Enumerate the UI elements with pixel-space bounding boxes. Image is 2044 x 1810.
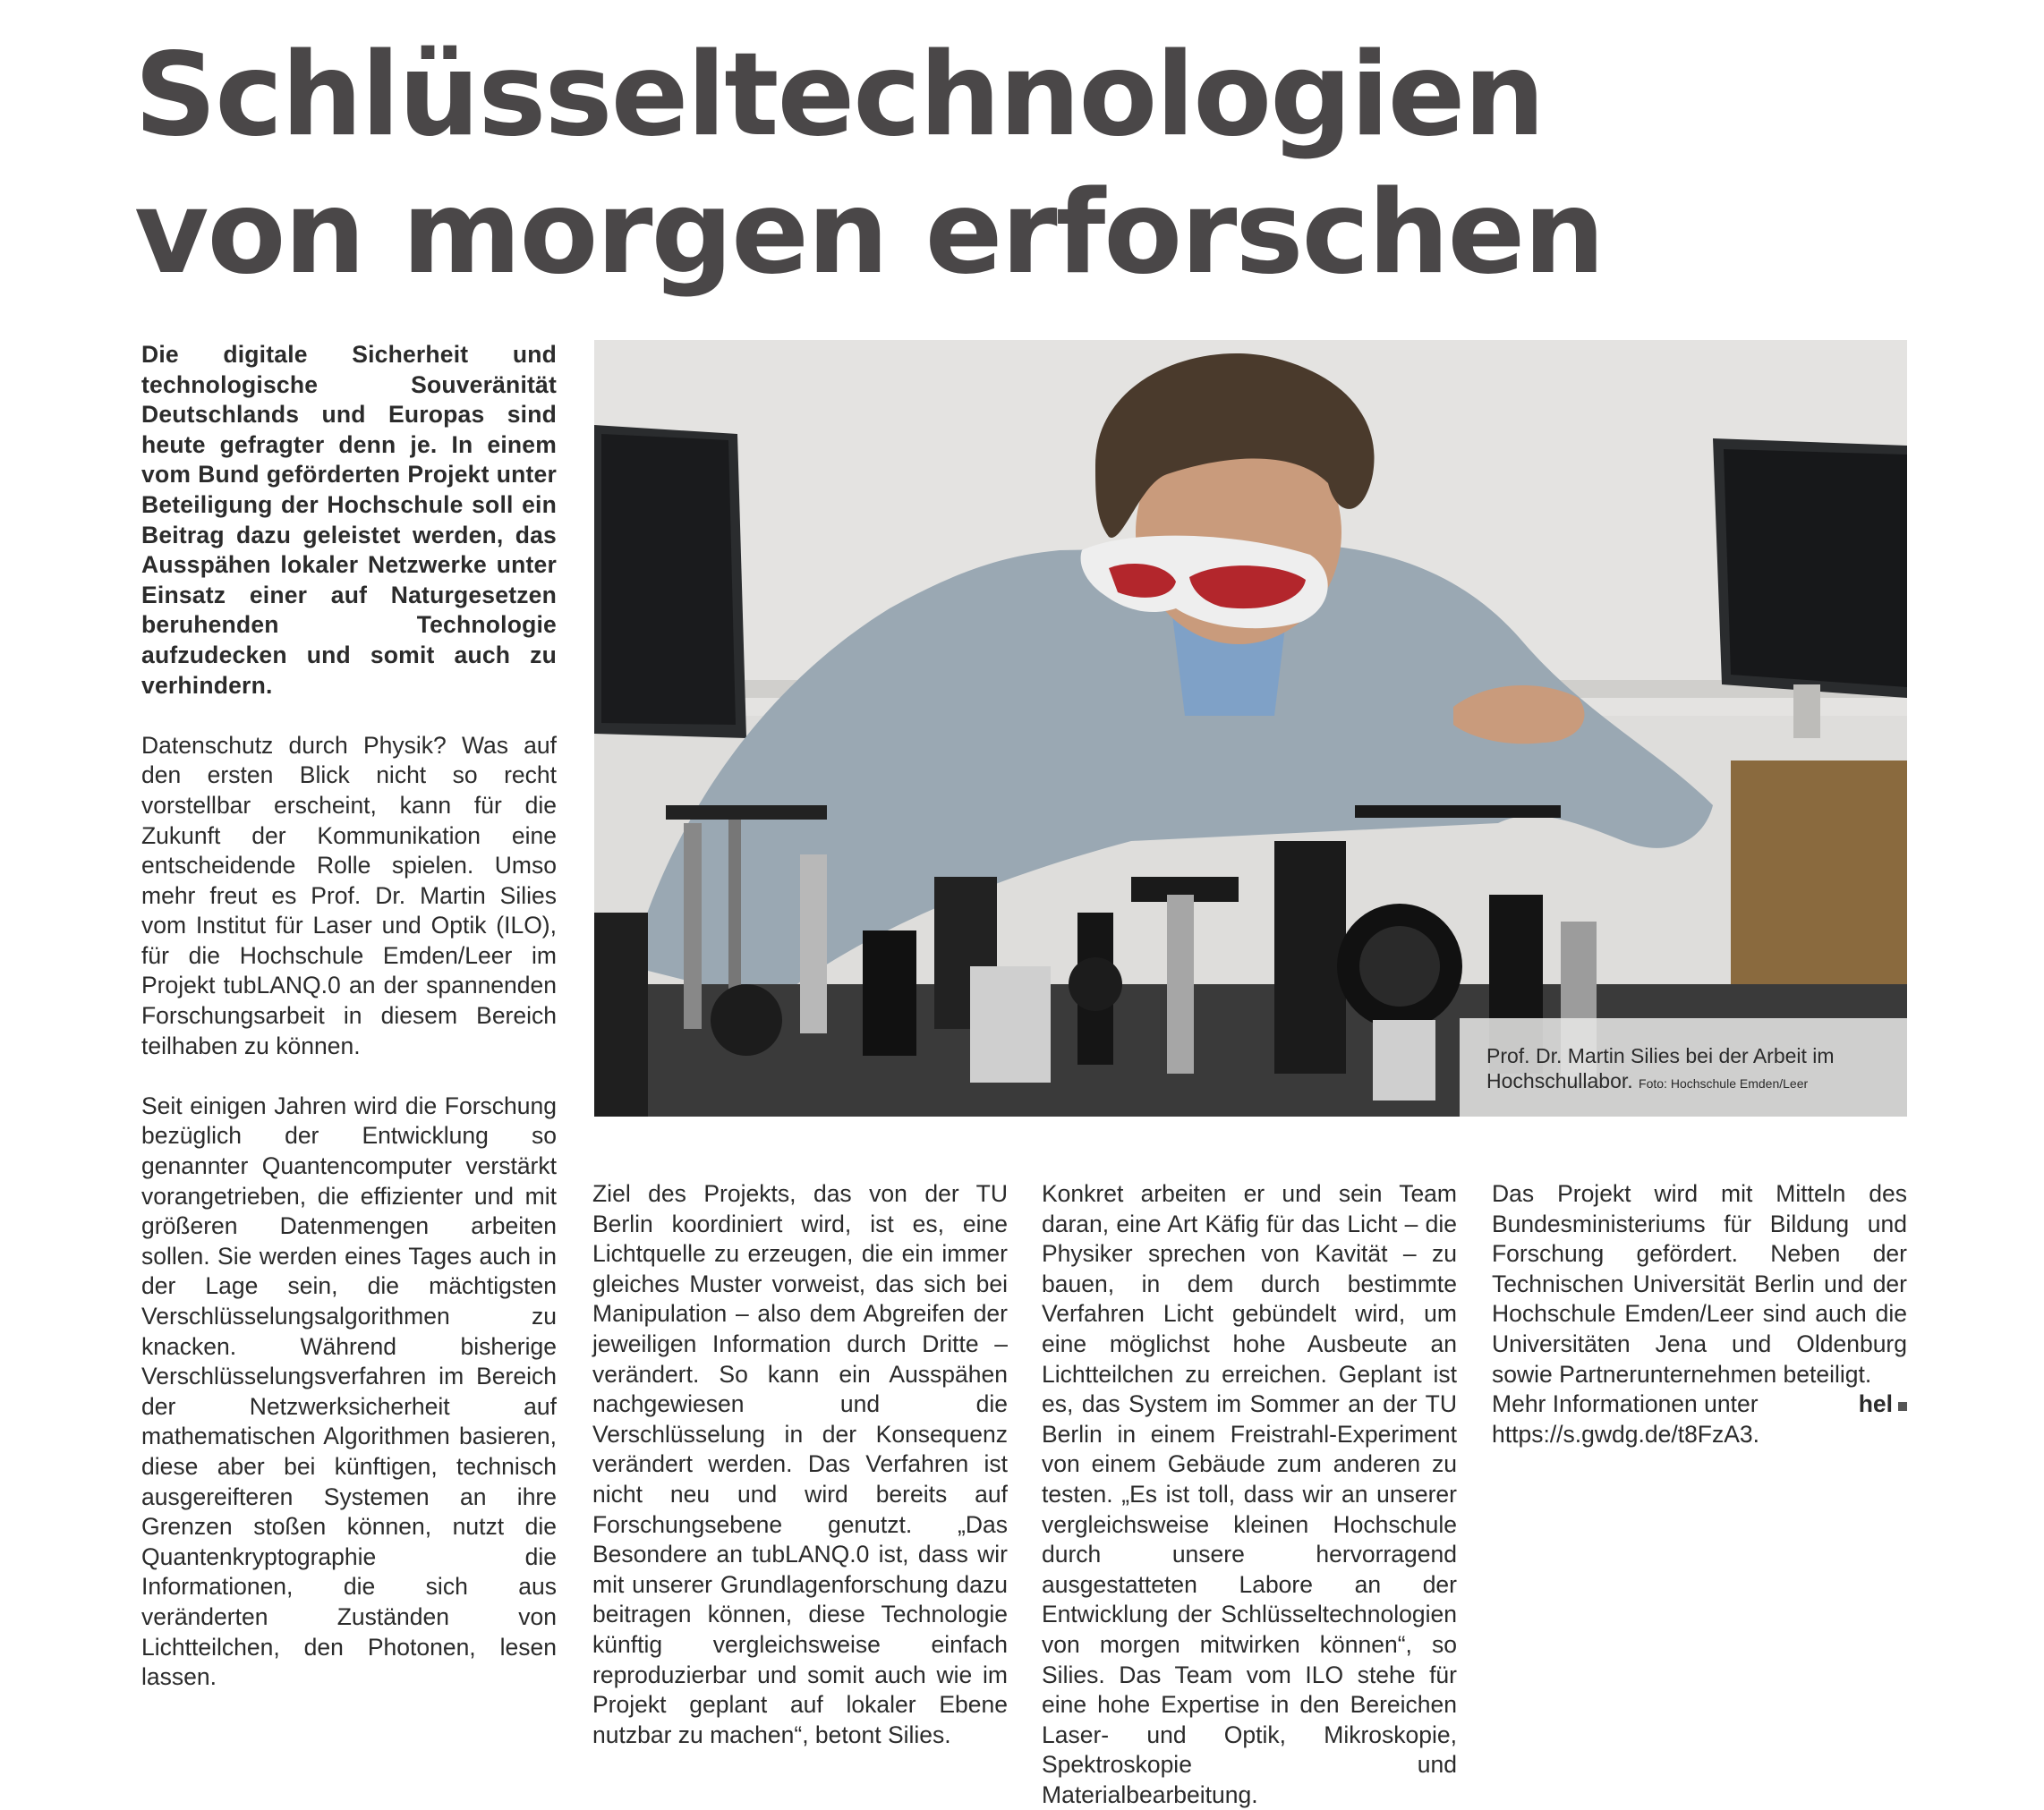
caption-text: Prof. Dr. Martin Silies bei der Arbeit im Hochschullabor. xyxy=(1486,1044,1835,1092)
lab-scene-illustration xyxy=(594,340,1907,1117)
paragraph-5-text: Das Projekt wird mit Mitteln des Bundesministeriums für Bildung und Forschung gefördert. Neben der Technischen Universität Berlin und der Hochschule Emden/Leer sind auch die Universitäten Jena und Oldenburg sowie Partnerunternehmen beteiligt. xyxy=(1492,1180,1907,1388)
column-4 xyxy=(1492,1179,1907,1449)
more-info-label: Mehr Informationen unter xyxy=(1492,1390,1759,1418)
monitor-left xyxy=(594,425,746,738)
body-paragraph-1: Datenschutz durch Physik? Was auf den ersten Blick nicht so recht vorstellbar erscheint, kann für die Zukunft der Kommunikation eine entscheidende Rolle spielen. Umso mehr freut es Prof. Dr. Martin Silies vom Institut für Laser und Optik (ILO), für die Hochschule Emden/Leer im Projekt tubLANQ.0 an der spannenden Forschungsarbeit in diesem Bereich teilhaben zu können. xyxy=(141,731,557,1059)
article-photo xyxy=(594,340,1907,1117)
body-paragraph-2: Seit einigen Jahren wird die Forschung bezüglich der Entwicklung so genannter Quantencomputer verstärkt vorangetrieben, die effizienter und mit größeren Datenmengen arbeiten sollen. Sie werden eines Tages auch in der Lage sein, die mächtigsten Verschlüsselungsalgorithmen zu knacken. Während bisherige Verschlüsselungsverfahren im Bereich der Netzwerksicherheit auf mathematischen Algorithmen basieren, diese aber bei künftigen, technisch ausgereifteren Systemen an ihre Grenzen stoßen können, nutzt die Quantenkryptographie die Informationen, die sich aus veränderten Zuständen von Lichtteilchen, den Photonen, lesen lassen. xyxy=(141,1092,557,1691)
column-2 xyxy=(592,1179,1008,1750)
lead-paragraph: Die digitale Sicherheit und technologische Souveränität Deutschlands und Europas sind heute gefragter denn je. In einem vom Bund geförderten Projekt unter Beteiligung der Hochschule soll ein Beitrag dazu geleistet werden, das Ausspähen lokaler Netzwerke unter Einsatz einer auf Naturgesetzen beruhenden Technologie aufzudecken und somit auch zu verhindern. xyxy=(141,341,557,699)
column-1 xyxy=(141,340,557,1693)
end-square-icon xyxy=(1898,1402,1907,1411)
headline-line-2: von morgen erforschen xyxy=(134,166,1604,300)
more-info-link[interactable]: https://s.gwdg.de/t8FzA3. xyxy=(1492,1420,1760,1448)
body-paragraph-4: Konkret arbeiten er und sein Team daran, eine Art Käfig für das Licht – die Physiker sprechen von Kavität – zu bauen, in dem durch bestimmte Verfahren Licht gebündelt wird, um eine möglichst hohe Ausbeute an Lichtteilchen zu erreichen. Geplant ist es, das System im Sommer an der TU Berlin in einem Freistrahl-Experiment von einem Gebäude zum anderen zu testen. „Es ist toll, dass wir an unserer vergleichsweise kleinen Hochschule durch unsere hervorragend ausgestatteten Labore an der Entwicklung der Schlüsseltechnologien von morgen mitwirken können“, so Silies. Das Team vom ILO stehe für eine hohe Expertise in den Bereichen Laser- und Optik, Mikroskopie, Spektroskopie und Materialbearbeitung. xyxy=(1042,1180,1457,1808)
photo-credit: Foto: Hochschule Emden/Leer xyxy=(1639,1076,1809,1091)
column-3 xyxy=(1042,1179,1457,1810)
body-paragraph-3: Ziel des Projekts, das von der TU Berlin koordiniert wird, ist es, eine Lichtquelle zu erzeugen, die ein immer gleiches Muster vorweist, das sich bei Manipulation – also dem Abgreifen der jeweiligen Information durch Dritte – verändert. So kann ein Ausspähen nachgewiesen und die Verschlüsselung in der Konsequenz verändert werden. Das Verfahren ist nicht neu und wird bereits auf Forschungsebene genutzt. „Das Besondere an tubLANQ.0 ist, dass wir mit unserer Grundlagenforschung dazu beitragen können, diese Technologie künftig vergleichsweise einfach reproduzierbar und somit auch wie im Projekt geplant auf lokaler Ebene nutzbar zu machen“, betont Silies. xyxy=(592,1180,1008,1748)
signature-text: hel xyxy=(1858,1390,1893,1418)
author-signature xyxy=(1859,1389,1907,1420)
more-info xyxy=(1492,1389,1907,1449)
headline-line-1: Schlüsseltechnologien xyxy=(134,29,1544,162)
headline xyxy=(134,27,1603,302)
photo-caption xyxy=(1460,1018,1907,1117)
